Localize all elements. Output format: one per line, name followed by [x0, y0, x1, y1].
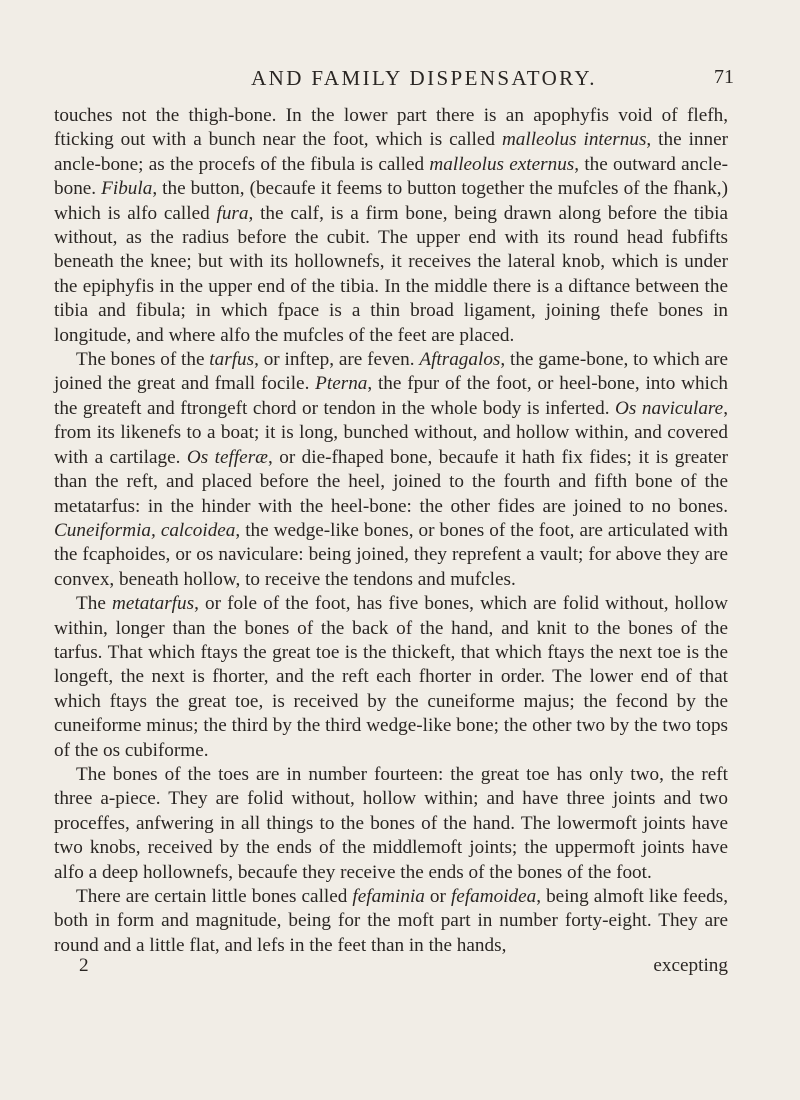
- italic-term: fura: [216, 202, 249, 224]
- text-run: The bones of the toes are in number fourteen: the great toe has only two, the reft three a-piece. They are folid without, hollow within; and have three joints and two proceffes, anfwering in all things to the bones of the hand. The lowermoft joints have two knobs, received by the ends of the middlemoft joints; the uppermoft joints have alfo a deep hollownefs, becaufe they receive the ends of the bones of the foot.: [54, 763, 728, 883]
- catchword: excepting: [653, 955, 728, 977]
- text-run: , or inftep, are feven.: [254, 349, 420, 371]
- page-footer: [54, 955, 728, 981]
- paragraph: [54, 885, 728, 958]
- text-run: , or die-fhaped bone, becaufe it hath fix fides; it is greater than the reft, and placed before the heel, joined to the fourth and fifth bone of the metatarfus: in the hinder with the heel-bone: the other fides are joined to no bones.: [54, 446, 729, 517]
- italic-term: Aftragalos: [419, 349, 501, 371]
- text-run: or: [424, 886, 451, 907]
- italic-term: Pterna: [315, 373, 368, 395]
- paragraph: [54, 763, 728, 885]
- paragraph: [54, 348, 728, 592]
- italic-term: malleolus externus: [429, 153, 575, 175]
- page-number: 71: [714, 66, 734, 88]
- italic-term: fefamoidea: [450, 886, 537, 907]
- text-run: , the outward ancle-bone.: [54, 153, 728, 200]
- text-run: , the calf, is a firm bone, being drawn along before the tibia without, as the radius before the cubit. The upper end with its round head fubfifts beneath the knee; but with its hollownefs, it receives the lateral knob, which is under the epiphyfis in the upper end of the tibia. In the middle there is a diftance between the tibia and fibula; in which fpace is a thin broad ligament, joining thefe bones in longitude, and where alfo the mufcles of the feet are placed.: [54, 202, 728, 346]
- running-head: AND FAMILY DISPENSATORY.: [251, 66, 597, 90]
- text-run: , the game-bone, to which are joined the great and fmall focile.: [54, 349, 728, 395]
- page-header: [54, 66, 734, 96]
- text-run: , the wedge-like bones, or bones of the foot, are articulated with the fcaphoides, or os naviculare: being joined, they reprefent a vault; for above they are convex, beneath hollow, to receive the tendons and mufcles.: [54, 519, 728, 590]
- text-run: , the button, (becaufe it feems to button together the mufcles of the fhank,) which is alfo called: [54, 178, 728, 224]
- italic-term: fefaminia: [352, 886, 425, 907]
- text-run: There are certain little bones called: [76, 886, 353, 907]
- text-run: , the fpur of the foot, or heel-bone, into which the greateft and ftrongeft chord or tendon in the whole body is inferted.: [54, 373, 728, 419]
- italic-term: Os tefferæ: [186, 446, 268, 468]
- italic-term: Cuneiformia, calcoidea: [54, 519, 236, 541]
- text-run: The bones of the: [76, 349, 210, 371]
- text-run: The: [76, 593, 112, 615]
- italic-term: Fibula: [101, 178, 153, 200]
- italic-term: malleolus internus: [501, 129, 647, 151]
- italic-term: Os naviculare: [615, 397, 724, 419]
- text-run: , from its likenefs to a boat; it is long, bunched without, and hollow within, and covered with a cartilage.: [54, 397, 728, 468]
- text-run: , being almoft like feeds, both in form and magnitude, being for the moft part in number forty-eight. They are round and a little flat, and lefs in the feet than in the hands,: [54, 886, 728, 956]
- text-run: , the inner ancle-bone; as the procefs of the fibula is called: [54, 129, 728, 175]
- italic-term: metatarfus: [111, 593, 195, 615]
- paragraph: [54, 592, 728, 763]
- text-run: touches not the thigh-bone. In the lower part there is an apophyfis void of flefh, fticking out with a bunch near the foot, which is called: [54, 105, 728, 151]
- paragraph: [54, 104, 728, 348]
- signature-mark: 2: [79, 955, 89, 977]
- text-run: , or fole of the foot, has five bones, which are folid without, hollow within, longer than the bones of the back of the hand, and knit to the bones of the tarfus. That which ftays the great toe is the thickeft, that which ftays the next toe is the longeft, the next is fhorter, and the reft each fhorter in order. The lower end of that which ftays the great toe, is received by the cuneiforme majus; the fecond by the cuneiforme minus; the third by the third wedge-like bone; the other two by the two tops of the os cubiforme.: [54, 593, 728, 761]
- body-text: [54, 104, 728, 958]
- italic-term: tarfus: [209, 349, 255, 371]
